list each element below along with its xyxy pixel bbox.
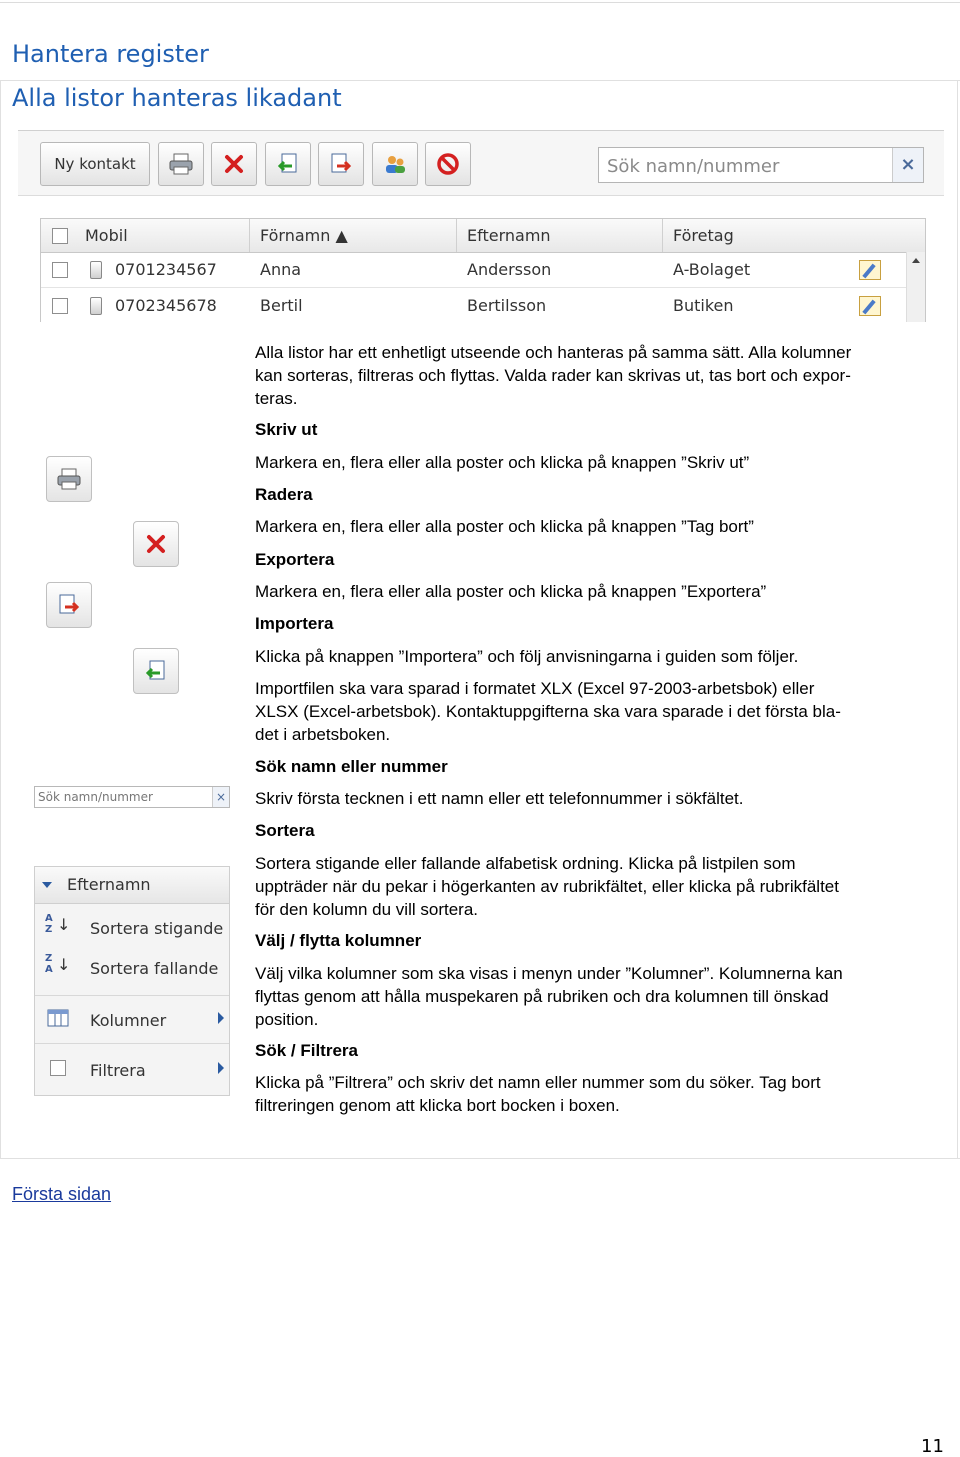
delete-button-illustration xyxy=(133,521,179,567)
import-heading: Importera xyxy=(255,614,334,633)
cell-efternamn: Bertilsson xyxy=(467,296,547,315)
users-icon xyxy=(383,152,407,176)
search-placeholder: Sök namn/nummer xyxy=(607,156,780,177)
cell-efternamn: Andersson xyxy=(467,260,552,279)
search-input[interactable] xyxy=(598,147,924,183)
page-number: 11 xyxy=(921,1436,944,1457)
delete-x-icon xyxy=(223,153,245,175)
contact-grid xyxy=(40,218,926,322)
grid-header xyxy=(41,219,925,253)
group-button[interactable] xyxy=(372,142,418,186)
import-text-1: Klicka på knappen ”Importera” och följ anvisningarna i guiden som följer. xyxy=(255,647,799,666)
table-row[interactable] xyxy=(41,288,925,322)
columns-icon xyxy=(47,1009,69,1027)
intro-line-2: kan sorteras, filtreras och flyttas. Valda rader kan skrivas ut, tas bort och expor- xyxy=(255,366,851,385)
menu-item-label: Filtrera xyxy=(90,1061,146,1080)
import-icon xyxy=(276,152,300,176)
print-button-illustration xyxy=(46,456,92,502)
columns-text-3: position. xyxy=(255,1010,319,1029)
print-text: Markera en, flera eller alla poster och klicka på knappen ”Skriv ut” xyxy=(255,453,750,472)
columns-heading: Välj / flytta kolumner xyxy=(255,931,422,950)
column-mobil[interactable]: Mobil xyxy=(75,219,250,252)
filter-text-1: Klicka på ”Filtrera” och skriv det namn eller nummer som du söker. Tag bort xyxy=(255,1073,821,1092)
export-button[interactable] xyxy=(318,142,364,186)
intro-line-1: Alla listor har ett enhetligt utseende och hanteras på samma sätt. Alla kolumner xyxy=(255,343,852,362)
export-button-illustration xyxy=(46,582,92,628)
scroll-up-arrow-icon xyxy=(907,253,925,267)
cell-mobil: 0702345678 xyxy=(115,296,217,315)
import-text-2b: XLSX (Excel-arbetsbok). Kontaktuppgifterna ska vara sparade i det första bla- xyxy=(255,702,841,721)
frame-left xyxy=(0,80,1,1159)
cell-foretag: Butiken xyxy=(673,296,734,315)
column-efternamn[interactable]: Efternamn xyxy=(457,219,663,252)
export-icon xyxy=(329,152,353,176)
column-menu-illustration xyxy=(34,866,230,1096)
sort-az-icon: A Z xyxy=(45,913,53,935)
top-rule xyxy=(0,2,960,3)
sort-text-3: för den kolumn du vill sortera. xyxy=(255,900,478,919)
page-title: Hantera register xyxy=(12,40,209,68)
menu-item-label: Kolumner xyxy=(90,1011,167,1030)
filter-heading: Sök / Filtrera xyxy=(255,1041,358,1060)
columns-text-1: Välj vilka kolumner som ska visas i menyn under ”Kolumner”. Kolumnerna kan xyxy=(255,964,843,983)
delete-x-icon xyxy=(145,533,167,555)
new-contact-button[interactable]: Ny kontakt xyxy=(40,142,150,186)
menu-separator xyxy=(35,995,230,996)
submenu-arrow-icon xyxy=(217,1061,225,1075)
page-subtitle: Alla listor hanteras likadant xyxy=(12,84,342,112)
export-text: Markera en, flera eller alla poster och klicka på knappen ”Exportera” xyxy=(255,582,767,601)
cell-fornamn: Anna xyxy=(260,260,302,279)
frame-top xyxy=(0,80,960,81)
edit-icon[interactable] xyxy=(859,296,881,316)
sort-za-icon: Z A xyxy=(45,953,53,975)
frame-right xyxy=(957,80,958,1159)
search-heading: Sök namn eller nummer xyxy=(255,757,448,776)
delete-button[interactable] xyxy=(211,142,257,186)
import-icon xyxy=(144,659,168,683)
cell-mobil: 0701234567 xyxy=(115,260,217,279)
menu-header xyxy=(35,867,230,904)
cell-foretag: A-Bolaget xyxy=(673,260,751,279)
column-fornamn[interactable]: Förnamn ▲ xyxy=(250,219,457,252)
search-field-illustration xyxy=(34,786,230,808)
clear-search-icon[interactable]: × xyxy=(892,148,923,182)
print-heading: Skriv ut xyxy=(255,420,318,439)
printer-icon xyxy=(56,467,82,491)
row-checkbox[interactable] xyxy=(52,262,68,278)
export-heading: Exportera xyxy=(255,550,335,569)
column-foretag[interactable]: Företag xyxy=(673,226,734,245)
printer-icon xyxy=(168,152,194,176)
export-icon xyxy=(57,593,81,617)
intro-line-3: teras. xyxy=(255,389,298,408)
import-button-illustration xyxy=(133,648,179,694)
menu-item-label: Sortera fallande xyxy=(90,959,219,978)
block-icon xyxy=(436,152,460,176)
chevron-down-icon xyxy=(41,881,53,889)
print-button[interactable] xyxy=(158,142,204,186)
sort-text-1: Sortera stigande eller fallande alfabetisk ordning. Klicka på listpilen som xyxy=(255,854,796,873)
columns-text-2: flyttas genom att hålla muspekaren på rubriken och dra kolumnen till önskad xyxy=(255,987,829,1006)
cell-fornamn: Bertil xyxy=(260,296,303,315)
delete-heading: Radera xyxy=(255,485,313,504)
menu-item-sort-ascending[interactable]: A Z ↓ Sortera stigande xyxy=(45,913,224,938)
block-button[interactable] xyxy=(425,142,471,186)
filter-checkbox[interactable] xyxy=(50,1060,66,1076)
list-screenshot xyxy=(18,130,944,322)
row-checkbox[interactable] xyxy=(52,298,68,314)
frame-bottom xyxy=(0,1158,960,1159)
mobile-phone-icon xyxy=(90,261,102,279)
submenu-arrow-icon xyxy=(217,1011,225,1025)
menu-item-label: Sortera stigande xyxy=(90,919,224,938)
menu-item-columns[interactable] xyxy=(35,1001,230,1041)
delete-text: Markera en, flera eller alla poster och klicka på knappen ”Tag bort” xyxy=(255,517,754,536)
import-text-2a: Importfilen ska vara sparad i formatet XLX (Excel 97-2003-arbetsbok) eller xyxy=(255,679,815,698)
sort-text-2: uppträder när du pekar i högerkanten av rubrikfältet, eller klicka på rubrikfältet xyxy=(255,877,839,896)
grid-scrollbar[interactable] xyxy=(906,252,925,322)
menu-separator xyxy=(35,1043,230,1044)
menu-item-filter[interactable] xyxy=(35,1051,230,1091)
mobile-phone-icon xyxy=(90,297,102,315)
first-page-link[interactable]: Första sidan xyxy=(12,1184,112,1204)
search-placeholder: Sök namn/nummer xyxy=(38,790,153,804)
edit-icon[interactable] xyxy=(859,260,881,280)
search-text: Skriv första tecknen i ett namn eller ett telefonnummer i sökfältet. xyxy=(255,789,744,808)
table-row[interactable] xyxy=(41,252,925,288)
toolbar xyxy=(18,130,944,196)
import-text-2c: det i arbetsboken. xyxy=(255,725,391,744)
menu-item-sort-descending[interactable]: Z A ↓ Sortera fallande xyxy=(45,953,219,978)
select-all-checkbox[interactable] xyxy=(52,228,68,244)
clear-search-icon: × xyxy=(212,787,229,807)
filter-text-2: filtreringen genom att klicka bort bocken i boxen. xyxy=(255,1096,620,1115)
menu-header-label: Efternamn xyxy=(67,875,151,894)
import-button[interactable] xyxy=(265,142,311,186)
sort-heading: Sortera xyxy=(255,821,315,840)
